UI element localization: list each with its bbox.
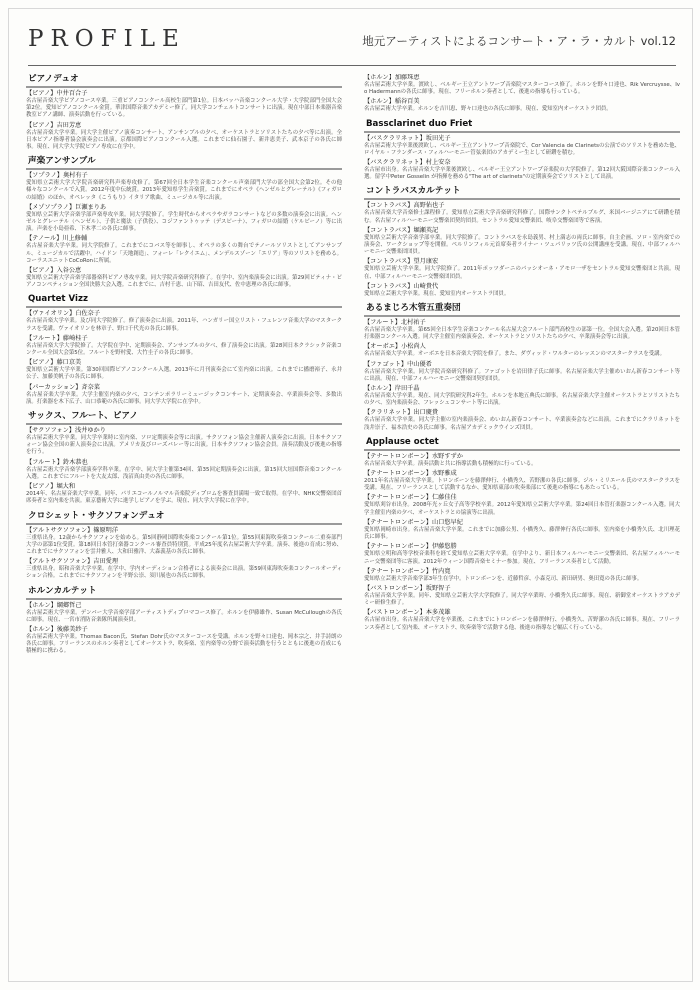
performer-profile — [26, 626, 342, 656]
ensemble-title: ピアノデュオ — [26, 74, 342, 88]
page-header — [28, 26, 676, 68]
performer-name: 【フルート】鈴木恭也 — [26, 458, 88, 466]
concert-series-title: 地元アーティストによるコンサート・ア・ラ・カルト vol.12 — [362, 34, 676, 48]
performer-bio: 名古屋音楽大学卒業。同大学院音楽研究科修了。ファゴットを岩田律子氏に師事。名古屋音楽大学主催めいおん新春コンサート等に出演。現在、中部フィルハーモニー交響楽団契約団員。 — [364, 368, 680, 382]
performer-bio: 愛知県立芸術大学音楽学部卒業。同大学院修了。コントラバスを永島義男、村上満志の両氏に師事。自主企画、ソロ・室内楽での演奏会、ワークショップ等を開催。ペルリンフィル元首席奏者ライナー・ツェパリッツ氏の公開講座を受講。現在、中部フィルハーモニー交響楽団団員。 — [364, 234, 680, 256]
performer-name: 【フルート】藤崎桂子 — [26, 334, 88, 342]
performer-profile — [26, 122, 342, 152]
ensemble-section — [26, 294, 342, 406]
ensemble-section — [364, 303, 680, 432]
performer-profile — [26, 558, 342, 580]
performer-bio: 名古屋市出身。名古屋音楽大学卒業後渡欧し、ベルギー王立アントワープ音楽院の大学院修了。第12回大阪国際音楽コンクール入選。留学中Peter Gosselin が指揮を務める"The art of clarinets"の定期演奏会でソリストとして出演。 — [364, 167, 680, 181]
performer-bio: 名古屋音楽大学卒業。オーボエを日本音楽大学院を修了。また、ダヴィッド・ワルターのレッスンのマスタークラスを受講。 — [364, 351, 665, 358]
performer-name: 【ソプラノ】奥村有子 — [26, 172, 88, 180]
performer-bio: 名古屋音楽大学大学院修了。大学院在学中、定期演奏会、アンサンブルの夕べ、修了演奏会に出演。第28回日本クラシック音楽コンクール全国大会第5位。フルートを野村愛、大竹圭子の各氏に師事。 — [26, 342, 342, 357]
performer-bio: 愛知県立芸術大学音楽学部3年生在学中。トロンボーンを、近藤哲彦、小森克司、新田研男、奥田寛の各氏に師事。 — [364, 575, 643, 582]
performer-bio: 名古屋音楽大学卒業。同大学主催ピアノ演奏コンサート、アンサンブルの夕べ、オーケストラとソリストたちの夕べ等に出演。全日本ピアノ指導者協会演奏会に出演。京都国際ピアノコンクール入選。これまでに仙石園子、新井恵美子、武本京子の各氏に師事。現在、同大学大学院ピアノ専攻に在学中。 — [26, 129, 342, 151]
performer-name: 【ホルン】稲谷百美 — [364, 98, 420, 106]
performer-name: 【アルトサクソフォン】吉田愛理 — [26, 558, 119, 566]
performer-bio: 愛知県立芸術大学大学院音楽研究科声楽専攻修了。第67回全日本学生音楽コンクール声楽部門大学の部全国大会第2位。その他様々なコンクールで入賞。2012年度中伝統賞。2013年愛知県学生音楽賞。これまでにオペラ《ヘンゼルとグレーテル》《フィガロの結婚》のほか、オペレッタ《こうもり》イタリア歌曲、ミュージカル等に出演。 — [26, 180, 342, 201]
performer-name: 【ピアノ】吉田芳恵 — [26, 121, 82, 129]
ensemble-section — [26, 411, 342, 505]
performer-profile — [26, 427, 342, 457]
performer-profile — [364, 453, 680, 468]
performer-profile — [26, 172, 342, 202]
performer-name: 【テナートロンボーン】水野雅成 — [364, 470, 457, 478]
performer-name: 【テナートロンボーン】仁藤佳佳 — [364, 494, 457, 502]
performer-name: 【クラリネット】出口慶貴 — [364, 409, 439, 417]
performer-name: 【オーボエ】小松尚人 — [364, 343, 426, 351]
performer-profile — [364, 319, 680, 341]
performer-profile — [26, 310, 342, 332]
performer-profile — [364, 227, 680, 257]
performer-name: 【ファゴット】中山優希 — [364, 360, 432, 368]
performer-profile — [364, 409, 680, 431]
performer-profile — [26, 527, 342, 557]
performer-name: 【テノール】川上修輔 — [26, 235, 88, 243]
ensemble-section — [26, 74, 342, 151]
performer-profile — [26, 235, 342, 265]
performer-bio: 名古屋芸術大学卒業。同大学卒業時に室内楽、ソロ定期演奏会等に出演。サクソフォン協会主催新人演奏会に出演。日本サクソフォーン協会全国の新人演奏会に出演。アメリカ及びローズバレー等に出演。日本サクソフォン協会会員。演奏活動及び後進の指導を行う。 — [26, 435, 342, 456]
performer-bio: 愛知県岡崎市出身。名古屋音楽大学卒業。これまでに加藤公男、小橋秀久、藤澤伸行各氏に師事。室内楽を小橋秀久氏、北川理花氏に師事。 — [364, 526, 680, 541]
performer-bio: 名古屋音楽大学卒業。同大学主催の室内楽演奏会、めいおん新春コンサート、卒業演奏会などに出演。これまでにクラリネットを浅井崇子、福本浩史の各氏に師事。名古屋アカデミックウインズ団員。 — [364, 417, 680, 431]
page-title: PROFILE — [28, 26, 186, 52]
performer-bio: 名古屋芸術大学卒業。ホルンを吉川恵、野々口達也の各氏に師事。現在、愛知室内オーケストラ団員。 — [364, 106, 612, 113]
performer-profile — [364, 543, 680, 565]
performer-bio: 名古屋市出身。名古屋音楽大学を卒業後、これまでにトロンボーンを藤澤伸行、小橋秀久、苦野潔の各氏に師事。現在、フリーランス奏者として室内楽、オーケストラ、吹奏楽等で活動する他、後進の指導など幅広く行っている。 — [364, 617, 680, 631]
performer-name: 【ホルン】加藤珠恵 — [364, 74, 420, 81]
performer-name: 【バストロンボーン】坂野智子 — [364, 584, 451, 592]
ensemble-title: クロシェット・サクソフォンデュオ — [26, 511, 342, 525]
performer-bio: 名古屋音楽大学卒業。同大学院修了。これまでにコバス等を師事し、オペラの多くの舞台でテノールソリストとしてアンサンブル、ミュージカルで活躍中。ハイドン「天地創造」、フォーレ「レクイエム」、メンデルスゾーン「エリア」等のソリストを務める。コーラスユニットCoCoRonに所属。 — [26, 243, 342, 264]
performer-profile — [26, 267, 342, 289]
performer-profile — [364, 385, 680, 407]
performer-bio: 名古屋音楽大学卒業。現在、同大学院研究科2年生。ホルンを本地五典氏に師事。名古屋音楽大学主催オーケストラとソリストたちの夕べ、室内楽演奏会、フレッシュコンサート等に出演。 — [364, 393, 680, 407]
performer-name: 【コントラバス】高野佑也子 — [364, 202, 445, 210]
ensemble-title: Applause octet — [364, 437, 680, 451]
left-column — [26, 74, 342, 974]
performer-name: 【アルトサクソフォン】篠原明洋 — [26, 526, 119, 534]
performer-name: 【フルート】北村祐子 — [364, 319, 426, 327]
performer-profile — [26, 459, 342, 481]
performer-name: 【ホルン】岸田千晶 — [364, 385, 420, 393]
ensemble-title: サックス、フルート、ピアノ — [26, 411, 342, 425]
ensemble-title: あるまじろ木管五重奏団 — [364, 303, 680, 317]
performer-profile — [364, 258, 680, 280]
performer-name: 【サクソフォン】浅井ゆかり — [26, 427, 106, 435]
performer-bio: 名古屋音楽大学卒業。大学主催室内楽の夕べ、コンテンポラリーミュージックコンサート、定期演奏会、卒業演奏会等、多数出演。打楽器を木下広子、山口恭範の各氏に師事。同大学大学院に在学中。 — [26, 391, 342, 405]
performer-bio: 名古屋芸術大学卒業。渡欧し、ベルギー王立アントワープ音楽院マスターコース修了。ホルンを野々口達也、Rik Vercruysse、Ivo Hadermannの各氏に師事。現在、フリーホルン奏者として、後進の指導も行っている。 — [364, 82, 680, 96]
performer-name: 【ホルン】後藤美紗子 — [26, 625, 88, 633]
performer-name: 【コントラバス】望月康宏 — [364, 258, 439, 266]
ensemble-section — [26, 156, 342, 289]
performer-name: 【ヴァイオリン】白佐奈子 — [26, 310, 101, 318]
ensemble-title: Bassclarinet duo Friet — [364, 119, 680, 133]
performer-bio: 2014年、名古屋音楽大学卒業。同年、パリエコールノルマル音楽院ディプロムを審査員満場一致で取得。在学中、NHK交響楽団首席奏者と室内楽を共演。東京藝術大学に進学しピアノを学ぶ。現在、同大学大学院に在学中。 — [26, 491, 342, 505]
ensemble-title: コントラバスカルテット — [364, 186, 680, 200]
performer-bio: 名古屋音楽大学卒業。第65回全日本学生音楽コンクール名古屋大会フルート部門高校生の部第一位。全国大会入選。第20回日本管打楽器コンクール入選。同大学主催室内楽演奏会、オーケストラとソリストたちの夕べ、卒業演奏会等に出演。 — [364, 327, 680, 341]
performer-profile — [26, 204, 342, 234]
performer-name: 【テナートロンボーン】竹内寛 — [364, 567, 451, 575]
performer-profile — [364, 283, 680, 298]
performer-bio: 愛知県立芸術大学卒業。同大学院修了。2011年ポッツダーニのパッシオーネ・アモロ一ザをセントラル愛知交響楽団と共演。現在、中部フィルハーモニー交響楽団団員。 — [364, 266, 680, 280]
performer-bio: 名古屋芸術大学音楽学部演奏学科卒業。在学中、同大学主催第34回、第35回定期演奏会に出演。第15回大垣国際音楽コンクール入選。これまでにフルートを大友太郎、浅沼真由美の各氏に師事。 — [26, 466, 342, 480]
performer-name: 【バストロンボーン】本多茂雄 — [364, 609, 451, 617]
ensemble-section — [364, 186, 680, 298]
ensemble-section — [26, 586, 342, 656]
performer-profile — [364, 343, 680, 358]
performer-name: 【ピアノ】堀大和 — [26, 483, 76, 491]
performer-profile — [364, 361, 680, 383]
performer-profile — [26, 359, 342, 381]
performer-bio: 名古屋音楽大学卒業。同年、愛知県立芸術大学大学院修了。同大学卒業時、小橋秀久氏に師事。現在、新御堂オーケストラアカデミー研修生修了。 — [364, 592, 680, 607]
ensemble-title: Quartet Vizz — [26, 294, 342, 308]
performer-profile — [26, 335, 342, 357]
performer-profile — [364, 494, 680, 516]
performer-name: 【テナートロンボーン】山口悠早紀 — [364, 518, 463, 526]
performer-profile — [26, 602, 342, 624]
performer-bio: 愛知県刈谷市出身。2008年光ヶ丘女子高等学校卒業。2012年愛知県立芸術大学卒業。第24回日本管打楽器コンクール入選。同大学主催室内楽の夕べ、オーケストラとの協演等に出演。 — [364, 502, 680, 516]
performer-bio: 名古屋音楽大学卒業。演奏活動と共に指導活動も積極的に行っている。 — [364, 460, 537, 467]
performer-bio: 名古屋音楽大学音楽修士課程修了。愛知県立芸術大学音楽研究科修了。国際サンクトペテルブルグ、米国バージニアにて研鑽を積む。名古屋フィルハーモニー交響楽団契約団員。セントラル愛知交響楽団、岐阜交響楽団等で客演。 — [364, 210, 680, 224]
performer-name: 【コントラバス】山崎貴代 — [364, 282, 439, 290]
ensemble-section — [364, 119, 680, 182]
performer-name: 【ピアノ】中井百合子 — [26, 90, 88, 97]
performer-profile — [364, 135, 680, 157]
performer-profile — [26, 384, 342, 406]
performer-bio: 愛知県立芸術大学卒業。現在、愛知室内オーケストラ団員。 — [364, 290, 510, 297]
performer-bio: 名古屋音楽大学卒業。及び同大学院修了。修了演奏会に出演。2011年、ハンガリー国立リスト・フェレンツ音楽大学のマスタークラスを受講。ヴァイオリンを林章子、野口千代光の各氏に師事。 — [26, 318, 342, 332]
performer-bio: 名古屋芸術大学卒業。Thomas Bacon氏、Stefan Dohr氏のマスターコースを受講。ホルンを野々口達也、岡本宗之、井手詩朗の各氏に師事。フリーランスのホルン奏者としてオーケストラ、吹奏楽、室内楽等の分野で演奏活動を行うとともに後進の育成にも積極的に携わる。 — [26, 633, 342, 655]
performer-profile — [364, 159, 680, 181]
performer-profile — [364, 519, 680, 541]
performer-profile — [364, 609, 680, 631]
performer-profile — [364, 585, 680, 607]
performer-profile — [26, 90, 342, 120]
performer-name: 【パーカッション】斉奈菜 — [26, 383, 100, 391]
performer-bio: 三重県出身。昭和音楽大学卒業。在学中、学内オーディション合格者による演奏会に出演。第59回東海吹奏楽コンクールオーディション合格。これまでにサクソフォンを平野公崇、須川展也の各氏に師事。 — [26, 566, 342, 580]
performer-bio: 愛知県立芸術大学音楽学部器楽科ピアノ専攻卒業。同大学院音楽研究科修了。在学中、室内楽演奏会に出演。第29回ピティナ・ピアノコンペティション全国決勝大会入選。これまでに、吉村千恵、山下昭、吉田友代、佐中恵理の各氏に師事。 — [26, 275, 342, 289]
ensemble-section — [364, 74, 680, 114]
performer-name: 【バスクラリネット】坂田光子 — [364, 134, 451, 142]
ensemble-title: ホルンカルテット — [26, 586, 342, 600]
performer-bio: 三重県出身。12歳からサクソフォンを始める。第5回静岡国際吹奏楽コンクール第1位。第55回東海吹奏楽コンクール二重奏部門大学の部第1位受賞。第18回日本管打楽器コンクール審査員特別賞。平成25年度名古屋芸術大学卒業。演奏、後進の育成に努め、これまでにサクソフォンを雲井雅人、大和田雅洋、大森義基の各氏に師事。 — [26, 534, 342, 555]
performer-name: 【コントラバス】堀瀬英記 — [364, 226, 439, 234]
performer-profile — [364, 202, 680, 224]
performer-profile — [364, 74, 680, 96]
performer-name: 【ピアノ】藤口京美 — [26, 359, 82, 367]
ensemble-title: 声楽アンサンブル — [26, 156, 342, 170]
ensemble-section — [26, 511, 342, 581]
performer-bio: 愛知県立芸術大学卒業。第30回国際ピアノコンクール入選。2013年に月刊演奏会にて室内楽に出演。これまでに播磨裕子、永井公子、加藤美帆子の各氏に師事。 — [26, 367, 342, 381]
performer-bio: 愛知県立明和高等学校音楽科を経て愛知県立芸術大学卒業。在学中より、新日本フィルハーモニー交響楽団、名古屋フィルハーモニー交響楽団等に客演。2012年ウィーン国際音楽セミナー参加。現在、フリーランス奏者として活動。 — [364, 551, 680, 565]
performer-name: 【テナートロンボーン】伊藤悠勝 — [364, 543, 457, 551]
performer-name: 【ホルン】綱郷哲己 — [26, 601, 82, 609]
right-column — [364, 74, 680, 974]
performer-profile — [364, 98, 680, 113]
performer-profile — [364, 470, 680, 492]
performer-name: 【メゾソプラノ】巨瀬まりあ — [26, 203, 107, 211]
performer-bio: 2011年名古屋音楽大学卒業。トロンボーンを藤澤伸行、小橋秀久、苦野潔の各氏に師事。ジル・ミリエール氏のマスタークラスを受講。現在、フリーランスとして活動するなか、愛知県東部の吹奏楽部にて後進の指導にもあたっている。 — [364, 478, 680, 492]
performer-name: 【テナートロンボーン】水野すずか — [364, 452, 463, 460]
header-divider — [28, 65, 676, 66]
performer-name: 【バスクラリネット】村上安奈 — [364, 159, 451, 167]
performer-bio: 愛知県立芸術大学音楽学部声楽専攻卒業。同大学院修了。学生時代からオペラやガラコンサートなどの多数の演奏会に出演。ヘンゼルとグレーテル（ヘンゼル）、子供と魔法（子供役）、コジファントゥッテ（デスピーナ）、フィガロの結婚（ケルビーノ）等に出演。声楽を小島亜希、下木孝二の各氏に師事。 — [26, 211, 342, 233]
performer-name: 【ピアノ】入谷公恵 — [26, 267, 82, 275]
performer-profile — [26, 483, 342, 505]
performer-bio: 名古屋芸術大学卒業。デンバー大学音楽学部アーティストディプロマコース修了。ホルンを伊藤雄作、Susan McCulloughの各氏に師事。現在、一宮市消防音楽隊所属演奏員。 — [26, 609, 342, 623]
performer-bio: 名古屋音楽大学ピアノコース卒業。三重ピアノコンクール高校生部門第1位。日本バッハ音楽コンクール大学・大学院部門全国大会第2位。愛知ピアノコンクール金賞。華津国際音楽アカデミー修了。同大学コンチェルトコンサートに出演。現在中部日本楽器音楽教室ピアノ講師、演奏活動を行っている。 — [26, 98, 342, 119]
performer-bio: 名古屋芸術大学卒業後渡欧し、ベルギー王立アントワープ音楽院で、Cor Valencia de Clarinetsの公演でのソリストを務めた他、ロイヤル・フランダース・フィルハーモニー管弦楽団のアカデミー生として研鑽を積む。 — [364, 142, 680, 156]
performer-profile — [364, 568, 680, 583]
ensemble-section — [364, 437, 680, 632]
